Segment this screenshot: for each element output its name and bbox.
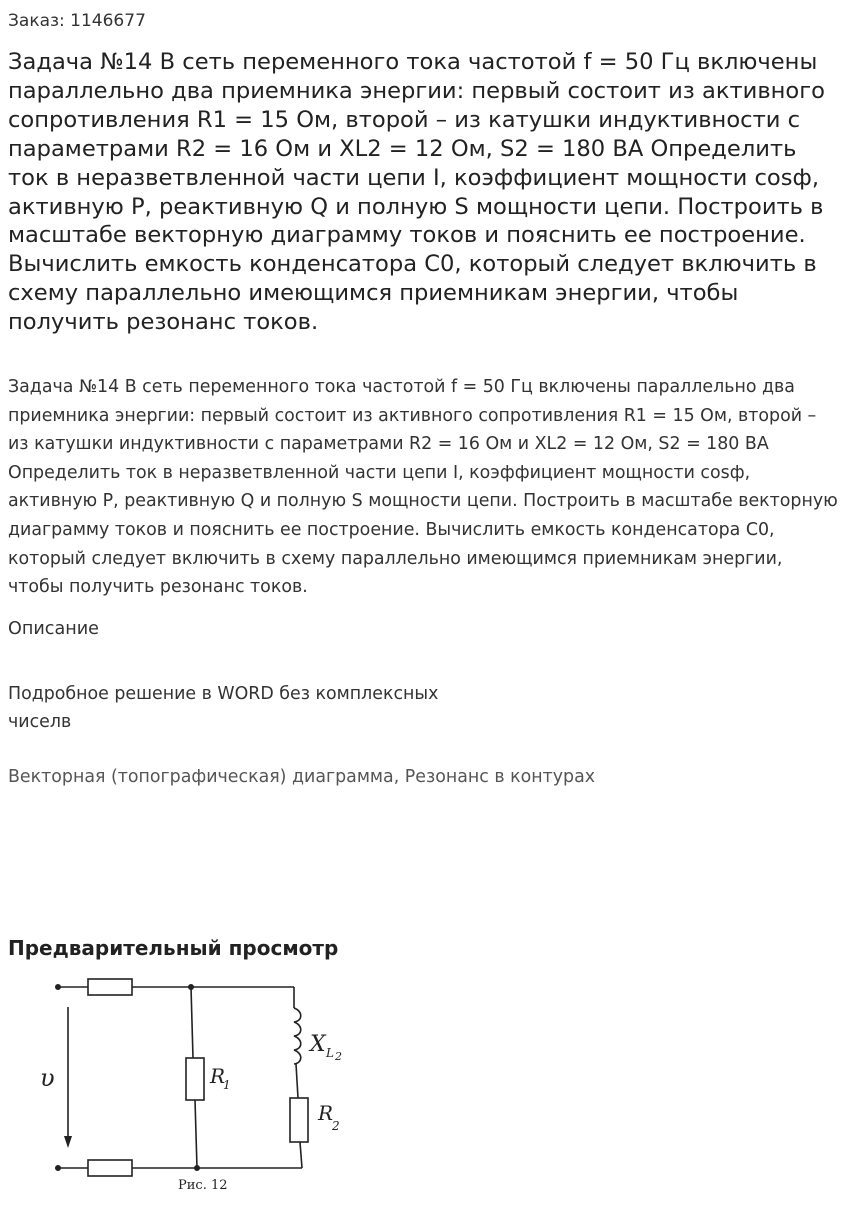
bottom-terminal	[55, 1165, 61, 1171]
figure-caption: Рис. 12	[178, 1178, 228, 1193]
r2-resistor	[290, 1098, 308, 1142]
r1-wire-top	[191, 987, 193, 1058]
r1-wire-bottom	[195, 1100, 197, 1168]
r1-resistor	[186, 1058, 204, 1100]
task-title: Задача №14 В сеть переменного тока частотой f = 50 Гц включены параллельно два приемника энергии: первый состоит из активного сопротивления R1 = 15 Ом, второй – из катушки индуктивности с параметрами R2 = 16 Ом и XL2 = 12 Ом, S2 = 180 ВА Определить ток в неразветвленной части цепи I, коэффициент мощности cosф, активную P, реактивную Q и полную S мощности цепи. Построить в масштабе векторную диаграмму токов и пояснить ее построение. Вычислить емкость конденсатора C0, который следует включить в схему параллельно имеющимся приемникам энергии, чтобы получить резонанс токов.	[8, 49, 825, 336]
r2-wire-bottom	[300, 1142, 302, 1168]
order-number: Заказ: 1146677	[8, 11, 146, 31]
xl-subscript: L	[326, 1046, 334, 1060]
task-text: Задача №14 В сеть переменного тока частотой f = 50 Гц включены параллельно два приемника энергии: первый состоит из активного сопротивления R1 = 15 Ом, второй – из катушки индуктивности с параметрами R2 = 16 Ом и XL2 = 12 Ом, S2 = 180 ВА Определить ток в неразветвленной части цепи I, коэффициент мощности cosф, активную P, реактивную Q и полную S мощности цепи. Построить в масштабе векторную диаграмму токов и пояснить ее построение. Вычислить емкость конденсатора C0, который следует включить в схему параллельно имеющимся приемникам энергии, чтобы получить резонанс токов.	[8, 377, 838, 598]
bottom-fuse	[88, 1160, 132, 1176]
source-voltage-label: υ	[40, 1064, 55, 1092]
inductor-coil	[294, 1008, 301, 1064]
circuit-diagram	[38, 972, 368, 1197]
category-tags: Векторная (топографическая) диаграмма, Резонанс в контурах	[8, 767, 596, 787]
voltage-arrow-head	[64, 1136, 72, 1148]
r1-label: R	[210, 1064, 226, 1088]
xl-subsubscript: 2	[335, 1050, 342, 1063]
preview-heading: Предварительный просмотр	[8, 936, 339, 960]
description-text: Подробное решение в WORD без комплексных чиселв	[8, 684, 439, 732]
r1-subscript: 1	[223, 1078, 231, 1092]
description-heading: Описание	[8, 619, 100, 639]
bottom-junction	[194, 1165, 200, 1171]
r2-label: R	[318, 1101, 334, 1125]
circuit-preview-image	[38, 972, 368, 1197]
r2-subscript: 2	[332, 1119, 340, 1133]
top-fuse	[88, 979, 132, 995]
top-terminal	[55, 984, 61, 990]
xl-wire-middle	[296, 1064, 298, 1098]
top-junction	[188, 984, 194, 990]
xl-label: X	[310, 1032, 326, 1057]
